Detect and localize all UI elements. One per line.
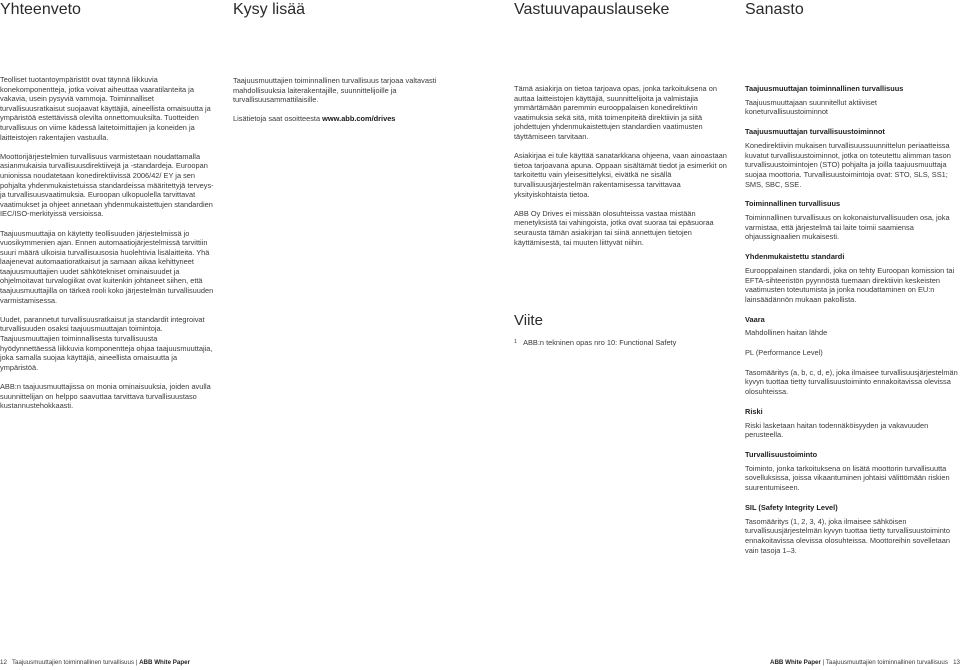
footnote-number: 1	[514, 339, 518, 345]
glossary-entry	[745, 407, 959, 440]
reference-section	[514, 312, 729, 348]
glossary-entry	[745, 199, 959, 242]
summary-heading: Yhteenveto	[0, 1, 81, 18]
glossary-definition: Riski lasketaan haitan todennäköisyyden ja vakavuuden perusteella.	[745, 420, 929, 440]
page-number: 13	[953, 659, 960, 666]
glossary-column	[745, 84, 959, 565]
disclaimer-column	[514, 84, 729, 257]
glossary-term: Riski	[745, 406, 763, 416]
glossary-term: Turvallisuustoiminto	[745, 449, 818, 459]
ask-more-link-line	[233, 114, 448, 124]
summary-paragraph: Teolliset tuotantoympäristöt ovat täynnä liikkuvia konekomponentteja, jotka voivat aiheuttaa vaaratilanteita ja vakavia, usein pysyviä vammoja. Toiminnalliset turvallisuusratkaisut suojaavat käyttäjiä, aineellista omaisuutta ja ympäristöä estettävissä olevilta onnettomuuksilta. Tuotteiden turvallisuus on viime kädessä laitetoimittajien ja koneiden ja laitteistojen rakentajien vastuulla.	[0, 75, 211, 142]
reference-footnote	[514, 338, 729, 348]
glossary-definition: Toiminnallinen turvallisuus on kokonaisturvallisuuden osa, joka varmistaa, että järjestelmä tai laite toimii saamiensa ohjaussignaalien mukaisesti.	[745, 213, 950, 242]
glossary-entry	[745, 127, 959, 189]
glossary-definition: Tasomääritys (1, 2, 3, 4), joka ilmaisee sähköisen turvallisuusjärjestelmän kyvyn tuottaa tietty turvallisuustoiminto ennakoitavissa olevissa olosuhteissa. Moottoreihin sovelletaan vain tasoja 1–3.	[745, 516, 951, 555]
glossary-definition: Toiminto, jonka tarkoituksena on lisätä moottorin turvallisuutta sovelluksissa, joissa vikaantuminen johtaisi välittömään riskien suurentumiseen.	[745, 463, 950, 493]
ask-more-text: Taajuusmuuttajien toiminnallinen turvallisuus tarjoaa valtavasti mahdollisuuksia laiterakentajille, suunnittelijoille ja turvallisuusammattilaisille.	[233, 76, 437, 105]
footer-title: Taajuusmuuttajien toiminnallinen turvallisuus	[825, 659, 948, 666]
summary-paragraph: Taajuusmuuttajia on käytetty teollisuuden järjestelmissä jo vuosikymmenien ajan. Ennen automaatiojärjestelmissä tarvittiin suuri määrä ulkoisia turvallisuusosia huolehtivia lisälaitteita. Yhä laajenevat automaatioratkaisut ja samaan aikaa kehittyneet taajuusmuuttajien uudet sähkötekniset ominaisuudet ja ohjelmoitavat turvalogiikat ovat kuitenkin johtaneet siihen, että taajuusmuuttajilla on tärkeä rooli koko järjestelmän turvallisuuden varmistamisessa.	[0, 228, 214, 305]
disclaimer-paragraph: Tämä asiakirja on tietoa tarjoava opas, jonka tarkoituksena on auttaa laitteistojen käyttäjiä, suunnittelijoita ja valmistajia ymmärtämään paremmin eurooppalaisen konedirektiivin vaatimuksia sekä sitä, mitä toimenpiteitä direktiivin ja siitä johdettujen yhdenmukaistettujen standardien vaatimusten täyttämiseen tarvitaan.	[514, 84, 717, 141]
page-number: 12	[0, 659, 7, 666]
glossary-entry	[745, 368, 959, 397]
glossary-term: Yhdenmukaistettu standardi	[745, 252, 845, 262]
summary-paragraph: Uudet, parannetut turvallisuusratkaisut ja standardit integroivat turvallisuuden osaksi taajuusmuuttajan toimintoja. Taajuusmuuttajien toiminnallisesta turvallisuusta hyödynnettäessä liikkuvia komponentteja ohjaa taajuusmuuttajia, joka samalla suojaa käyttäjiä, aineellista omaisuutta ja ympäristöä.	[0, 314, 213, 372]
glossary-term: Taajuusmuuttajan turvallisuustoiminnot	[745, 127, 885, 137]
abb-drives-link[interactable]: www.abb.com/drives	[322, 114, 396, 124]
footer-brand: ABB White Paper	[770, 659, 821, 666]
link-prefix: Lisätietoja saat osoitteesta	[233, 114, 321, 124]
summary-paragraph: ABB:n taajuusmuuttajissa on monia ominaisuuksia, joiden avulla suunnittelijan on helppo saavuttaa tarvittava turvallisuustaso kustannustehokkaasti.	[0, 382, 211, 411]
glossary-definition: Taajuusmuuttajaan suunnitellut aktiiviset koneturvallisuustoiminnot	[745, 97, 877, 117]
glossary-entry	[745, 503, 959, 556]
footer-left: 12 Taajuusmuuttajien toiminnallinen turvallisuus | ABB White Paper	[0, 659, 190, 666]
glossary-term: Vaara	[745, 314, 765, 324]
glossary-entry	[745, 84, 959, 117]
glossary-term: Toiminnallinen turvallisuus	[745, 199, 841, 209]
footer-right: ABB White Paper | Taajuusmuuttajien toiminnallinen turvallisuus 13	[770, 659, 960, 666]
glossary-entry	[745, 315, 959, 338]
disclaimer-paragraph: ABB Oy Drives ei missään olosuhteissa vastaa mistään menetyksistä tai vahingoista, jotka ovat suoraa tai epäsuoraa seurausta tämän asiakirjan tai siinä annettujen tietojen käyttämisestä, tai muuten liittyvät niihin.	[514, 208, 714, 247]
summary-paragraph: Moottorijärjestelmien turvallisuus varmistetaan noudattamalla asianmukaisia turvallisuusdirektiivejä ja -standardeja. Euroopan unionissa noudatetaan konedirektiivissä 2006/42/ EY ja sen pohjalta yhdenmukaistetuissa standardeissa määritettyjä terveys- ja turvallisuusvaatimuksia. Euroopan ulkopuolella tarvittavat vaatimukset ja ohjeet annetaan yhdenmukaistettujen standardien IEC/ISO-merkityissä versioissa.	[0, 151, 214, 219]
footnote-text: ABB:n tekninen opas nro 10: Functional Safety	[523, 338, 677, 347]
ask-more-column	[233, 76, 448, 134]
glossary-heading: Sanasto	[745, 1, 804, 18]
glossary-definition: PL (Performance Level)	[745, 348, 823, 358]
disclaimer-paragraph: Asiakirjaa ei tule käyttää sanatarkkana ohjeena, vaan ainoastaan tietoa tarjoavana apuna. Oppaan sisältämät tiedot ja esimerkit on tarkoitettu vain yleisesittelyksi, eivätkä ne sisällä turvallisuusjärjestelmän rakentamisessa tarvittavaa yksityiskohtaista tietoa.	[514, 151, 727, 199]
glossary-definition: Eurooppalainen standardi, joka on tehty Euroopan komission tai EFTA-sihteeristön pyynnöstä tuemaan direktiivin keskeisten vaatimusten toteutumista ja jonka noudattaminen on EU:n lainsäädännön mukaan pakollista.	[745, 265, 955, 304]
glossary-definition: Tasomääritys (a, b, c, d, e), joka ilmaisee turvallisuusjärjestelmän kyvyn tuottaa tietty turvallisuustoiminto ennakoitavissa olevissa olosuhteissa.	[745, 367, 958, 397]
glossary-entry	[745, 348, 959, 358]
ask-more-heading: Kysy lisää	[233, 1, 306, 18]
glossary-entry	[745, 252, 959, 305]
disclaimer-heading: Vastuuvapauslauseke	[514, 1, 670, 18]
summary-column	[0, 75, 215, 420]
footer-brand: ABB White Paper	[139, 659, 190, 666]
reference-title: Viite	[514, 312, 543, 329]
glossary-entry	[745, 450, 959, 493]
glossary-term: SIL (Safety Integrity Level)	[745, 502, 838, 512]
glossary-term: Taajuusmuuttajan toiminnallinen turvallisuus	[745, 84, 904, 93]
glossary-definition: Konedirektiivin mukaisen turvallisuussuunnittelun periaatteissa kuvatut turvallisuustoiminnot, jotka on toteutettu alimman tason turvallisuustoimintojen (STO) pohjalta ja joilla taajuusmuuttaja suojaa moottoria. Turvallisuustoimintoja ovat: STO, SLS, SS1; SMS, SBC, SSE.	[745, 140, 951, 189]
glossary-definition: Mahdollinen haitan lähde	[745, 328, 828, 338]
footer-title: Taajuusmuuttajien toiminnallinen turvallisuus	[11, 659, 135, 666]
